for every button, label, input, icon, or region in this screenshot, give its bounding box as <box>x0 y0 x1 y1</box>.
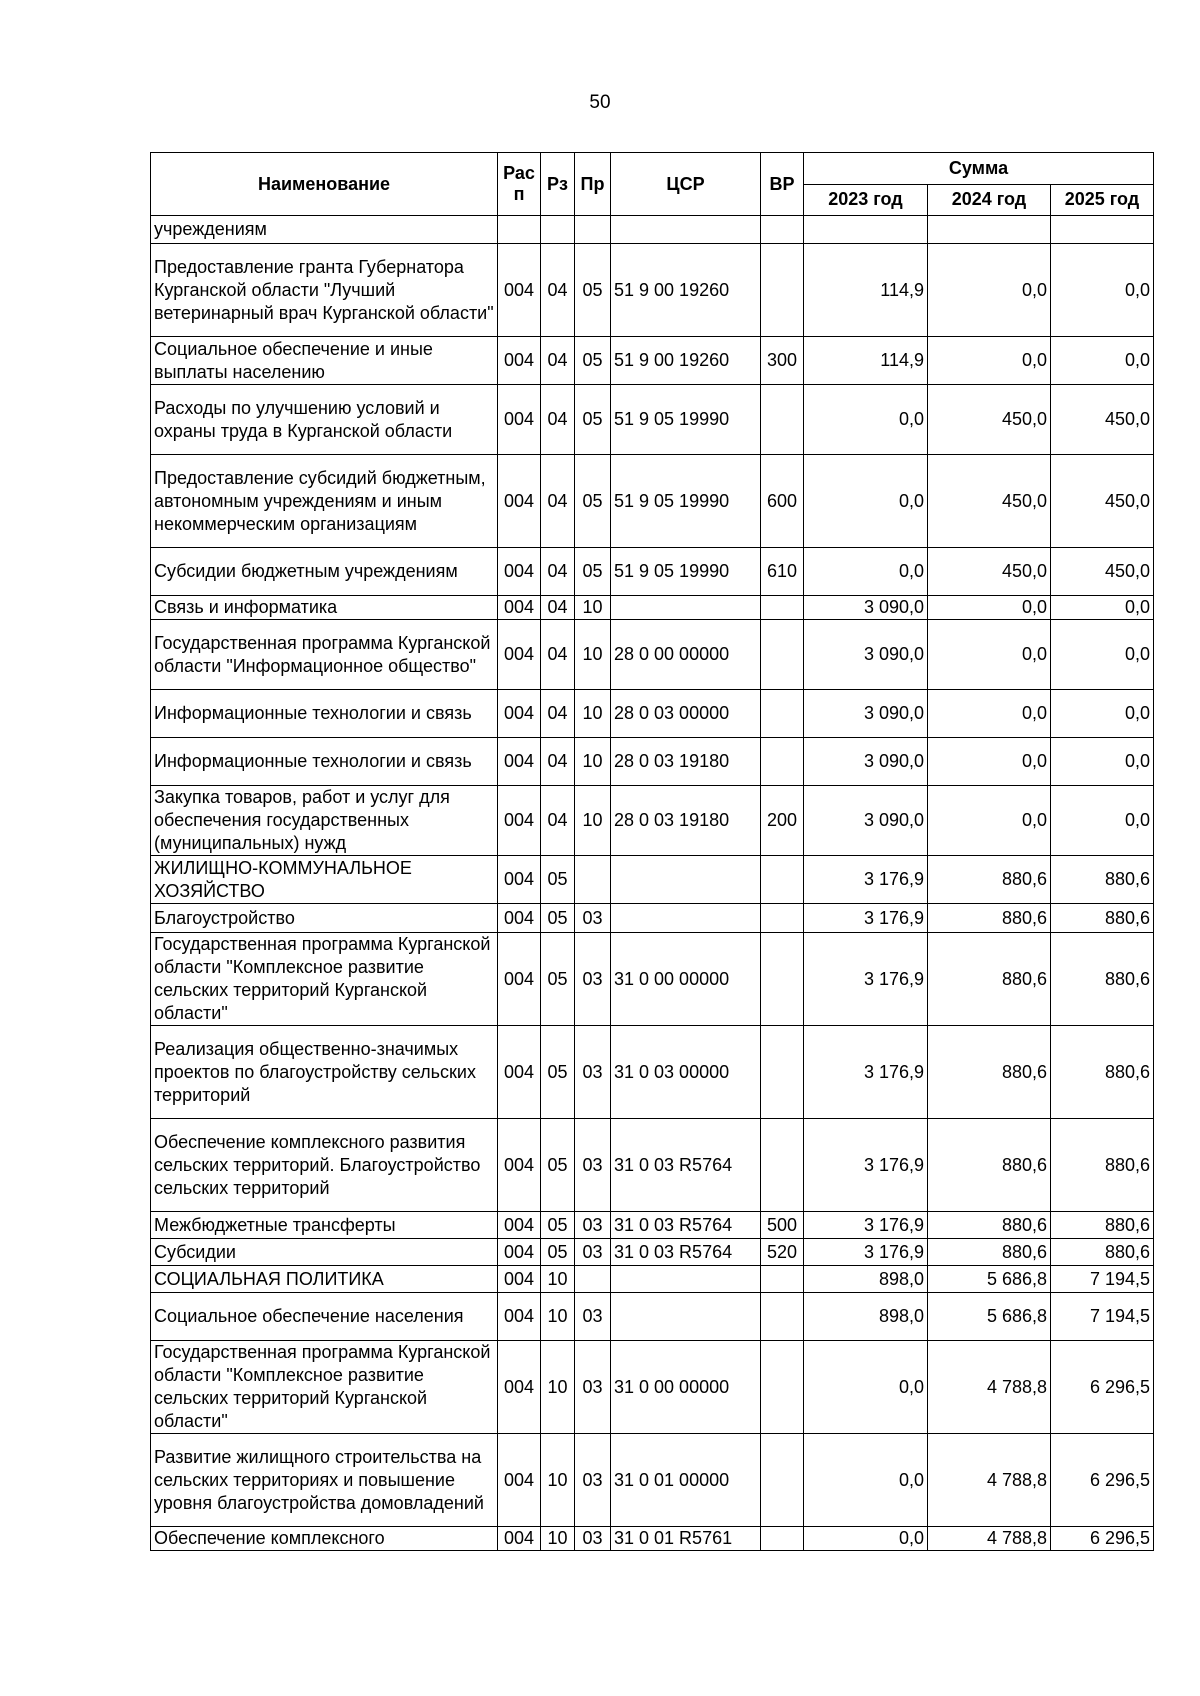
cell-rz: 04 <box>541 596 575 620</box>
cell-y2023: 3 090,0 <box>804 786 928 856</box>
cell-vr <box>761 1293 804 1341</box>
cell-vr: 500 <box>761 1212 804 1239</box>
cell-y2025: 6 296,5 <box>1051 1434 1154 1527</box>
cell-y2025: 0,0 <box>1051 337 1154 385</box>
cell-csr <box>611 1266 761 1293</box>
cell-y2024: 880,6 <box>928 933 1051 1026</box>
cell-rz: 04 <box>541 690 575 738</box>
table-body <box>151 216 1154 1551</box>
cell-csr: 51 9 05 19990 <box>611 455 761 548</box>
cell-rasp: 004 <box>498 690 541 738</box>
cell-rz: 04 <box>541 548 575 596</box>
cell-y2025: 450,0 <box>1051 385 1154 455</box>
cell-name: Расходы по улучшению условий и охраны труда в Курганской области <box>151 385 498 455</box>
cell-csr: 31 0 03 R5764 <box>611 1119 761 1212</box>
table-row <box>151 933 1154 1026</box>
cell-y2024: 0,0 <box>928 738 1051 786</box>
table-row <box>151 1434 1154 1527</box>
table-row <box>151 1293 1154 1341</box>
cell-name: Информационные технологии и связь <box>151 690 498 738</box>
cell-rz: 04 <box>541 455 575 548</box>
cell-rasp: 004 <box>498 1293 541 1341</box>
cell-name: Закупка товаров, работ и услуг для обеспечения государственных (муниципальных) нужд <box>151 786 498 856</box>
cell-y2025: 880,6 <box>1051 904 1154 933</box>
cell-name: СОЦИАЛЬНАЯ ПОЛИТИКА <box>151 1266 498 1293</box>
table-row <box>151 738 1154 786</box>
cell-pr: 10 <box>575 738 611 786</box>
cell-name: учреждениям <box>151 216 498 244</box>
cell-pr <box>575 1266 611 1293</box>
cell-y2024: 450,0 <box>928 455 1051 548</box>
cell-vr <box>761 620 804 690</box>
cell-csr: 31 0 03 R5764 <box>611 1239 761 1266</box>
cell-name: Государственная программа Курганской области "Информационное общество" <box>151 620 498 690</box>
cell-y2023: 898,0 <box>804 1293 928 1341</box>
cell-vr <box>761 216 804 244</box>
cell-y2025: 880,6 <box>1051 1212 1154 1239</box>
cell-rasp: 004 <box>498 337 541 385</box>
cell-name: Предоставление субсидий бюджетным, автономным учреждениям и иным некоммерческим организациям <box>151 455 498 548</box>
cell-csr <box>611 904 761 933</box>
cell-rasp: 004 <box>498 856 541 904</box>
cell-y2023: 0,0 <box>804 385 928 455</box>
cell-y2025: 880,6 <box>1051 1026 1154 1119</box>
cell-csr: 28 0 03 19180 <box>611 738 761 786</box>
cell-pr: 03 <box>575 1527 611 1551</box>
cell-csr: 31 0 03 00000 <box>611 1026 761 1119</box>
cell-rasp: 004 <box>498 1266 541 1293</box>
cell-y2023: 0,0 <box>804 548 928 596</box>
cell-name: Субсидии <box>151 1239 498 1266</box>
cell-rz: 04 <box>541 620 575 690</box>
cell-pr: 03 <box>575 1212 611 1239</box>
cell-csr: 31 0 03 R5764 <box>611 1212 761 1239</box>
cell-name: Благоустройство <box>151 904 498 933</box>
cell-rasp: 004 <box>498 620 541 690</box>
cell-csr: 31 0 01 R5761 <box>611 1527 761 1551</box>
cell-y2023: 3 176,9 <box>804 856 928 904</box>
table-row <box>151 786 1154 856</box>
cell-csr <box>611 1293 761 1341</box>
cell-y2024: 880,6 <box>928 1026 1051 1119</box>
cell-y2023: 114,9 <box>804 337 928 385</box>
cell-y2024: 4 788,8 <box>928 1527 1051 1551</box>
cell-csr: 28 0 00 00000 <box>611 620 761 690</box>
cell-vr: 520 <box>761 1239 804 1266</box>
cell-y2025: 6 296,5 <box>1051 1527 1154 1551</box>
header-vr: ВР <box>761 153 804 216</box>
header-year-2025: 2025 год <box>1051 184 1154 216</box>
cell-y2025: 880,6 <box>1051 1119 1154 1212</box>
cell-name: Межбюджетные трансферты <box>151 1212 498 1239</box>
header-csr: ЦСР <box>611 153 761 216</box>
cell-pr: 10 <box>575 786 611 856</box>
cell-name: Предоставление гранта Губернатора Курганской области "Лучший ветеринарный врач Курганской области" <box>151 244 498 337</box>
cell-name: Государственная программа Курганской области "Комплексное развитие сельских территорий Курганской области" <box>151 1341 498 1434</box>
table-row <box>151 337 1154 385</box>
cell-rz: 04 <box>541 786 575 856</box>
budget-table <box>150 152 1154 1551</box>
cell-y2024: 880,6 <box>928 1119 1051 1212</box>
cell-rasp: 004 <box>498 1527 541 1551</box>
table-row <box>151 1527 1154 1551</box>
cell-name: Реализация общественно-значимых проектов по благоустройству сельских территорий <box>151 1026 498 1119</box>
cell-csr <box>611 216 761 244</box>
cell-pr: 03 <box>575 1341 611 1434</box>
cell-y2025 <box>1051 216 1154 244</box>
table-row <box>151 620 1154 690</box>
cell-pr: 03 <box>575 1239 611 1266</box>
cell-y2025: 450,0 <box>1051 548 1154 596</box>
table-row <box>151 904 1154 933</box>
cell-vr <box>761 1266 804 1293</box>
cell-y2025: 0,0 <box>1051 596 1154 620</box>
cell-name: Социальное обеспечение и иные выплаты населению <box>151 337 498 385</box>
cell-y2024: 880,6 <box>928 904 1051 933</box>
cell-y2024: 880,6 <box>928 856 1051 904</box>
cell-rz: 10 <box>541 1434 575 1527</box>
table-row <box>151 1266 1154 1293</box>
cell-csr <box>611 856 761 904</box>
cell-y2023: 0,0 <box>804 1341 928 1434</box>
cell-pr: 03 <box>575 1434 611 1527</box>
cell-pr: 05 <box>575 337 611 385</box>
cell-rasp <box>498 216 541 244</box>
cell-y2025: 0,0 <box>1051 786 1154 856</box>
cell-vr <box>761 1527 804 1551</box>
cell-y2024: 0,0 <box>928 596 1051 620</box>
cell-csr: 31 0 01 00000 <box>611 1434 761 1527</box>
table-row <box>151 548 1154 596</box>
cell-vr <box>761 738 804 786</box>
cell-csr: 28 0 03 19180 <box>611 786 761 856</box>
header-pr: Пр <box>575 153 611 216</box>
cell-vr <box>761 1026 804 1119</box>
cell-csr: 51 9 00 19260 <box>611 244 761 337</box>
cell-rz: 10 <box>541 1293 575 1341</box>
cell-rz: 05 <box>541 904 575 933</box>
cell-y2024: 0,0 <box>928 620 1051 690</box>
cell-rasp: 004 <box>498 455 541 548</box>
cell-y2024: 4 788,8 <box>928 1341 1051 1434</box>
table-header <box>151 153 1154 216</box>
table-row <box>151 1341 1154 1434</box>
cell-y2025: 880,6 <box>1051 856 1154 904</box>
cell-y2025: 7 194,5 <box>1051 1293 1154 1341</box>
header-name: Наименование <box>151 153 498 216</box>
cell-y2023: 3 090,0 <box>804 690 928 738</box>
cell-csr: 51 9 05 19990 <box>611 385 761 455</box>
cell-rasp: 004 <box>498 548 541 596</box>
cell-rz <box>541 216 575 244</box>
header-year-2024: 2024 год <box>928 184 1051 216</box>
cell-y2023: 3 176,9 <box>804 1239 928 1266</box>
cell-rz: 04 <box>541 738 575 786</box>
cell-pr <box>575 216 611 244</box>
cell-rz: 04 <box>541 385 575 455</box>
table-row <box>151 1026 1154 1119</box>
cell-rasp: 004 <box>498 1026 541 1119</box>
cell-rz: 05 <box>541 1239 575 1266</box>
cell-y2024: 880,6 <box>928 1212 1051 1239</box>
cell-vr <box>761 690 804 738</box>
cell-y2025: 0,0 <box>1051 738 1154 786</box>
cell-pr: 05 <box>575 244 611 337</box>
cell-y2024: 0,0 <box>928 337 1051 385</box>
cell-pr: 03 <box>575 1026 611 1119</box>
cell-vr <box>761 1119 804 1212</box>
cell-y2023: 0,0 <box>804 1527 928 1551</box>
cell-csr: 31 0 00 00000 <box>611 1341 761 1434</box>
cell-rz: 10 <box>541 1266 575 1293</box>
cell-y2024: 0,0 <box>928 244 1051 337</box>
cell-rasp: 004 <box>498 1434 541 1527</box>
cell-vr <box>761 1434 804 1527</box>
cell-rasp: 004 <box>498 385 541 455</box>
cell-vr <box>761 1341 804 1434</box>
cell-rz: 05 <box>541 933 575 1026</box>
header-year-2023: 2023 год <box>804 184 928 216</box>
cell-vr <box>761 904 804 933</box>
cell-name: Связь и информатика <box>151 596 498 620</box>
header-rz: Рз <box>541 153 575 216</box>
table-row <box>151 856 1154 904</box>
cell-y2023: 3 176,9 <box>804 933 928 1026</box>
cell-pr: 05 <box>575 548 611 596</box>
cell-y2023: 3 176,9 <box>804 1212 928 1239</box>
cell-vr <box>761 856 804 904</box>
cell-y2024: 450,0 <box>928 548 1051 596</box>
cell-y2023: 3 090,0 <box>804 620 928 690</box>
cell-csr <box>611 596 761 620</box>
cell-y2024 <box>928 216 1051 244</box>
cell-y2025: 7 194,5 <box>1051 1266 1154 1293</box>
cell-rz: 04 <box>541 244 575 337</box>
table-row <box>151 244 1154 337</box>
cell-rz: 10 <box>541 1527 575 1551</box>
table-row <box>151 690 1154 738</box>
header-rasp: Рас п <box>498 153 541 216</box>
cell-vr: 600 <box>761 455 804 548</box>
cell-rz: 05 <box>541 1212 575 1239</box>
cell-y2025: 0,0 <box>1051 690 1154 738</box>
cell-y2023: 3 176,9 <box>804 1119 928 1212</box>
cell-pr: 05 <box>575 455 611 548</box>
page-number: 50 <box>589 92 611 113</box>
cell-rz: 05 <box>541 1026 575 1119</box>
cell-csr: 51 9 00 19260 <box>611 337 761 385</box>
cell-csr: 51 9 05 19990 <box>611 548 761 596</box>
cell-y2024: 450,0 <box>928 385 1051 455</box>
cell-y2024: 5 686,8 <box>928 1293 1051 1341</box>
table-row <box>151 1239 1154 1266</box>
cell-vr: 200 <box>761 786 804 856</box>
cell-rasp: 004 <box>498 786 541 856</box>
cell-vr: 300 <box>761 337 804 385</box>
cell-name: Социальное обеспечение населения <box>151 1293 498 1341</box>
cell-y2023: 114,9 <box>804 244 928 337</box>
table-row <box>151 385 1154 455</box>
cell-vr <box>761 385 804 455</box>
cell-y2025: 0,0 <box>1051 620 1154 690</box>
cell-rz: 05 <box>541 1119 575 1212</box>
table-row <box>151 1119 1154 1212</box>
cell-y2024: 0,0 <box>928 786 1051 856</box>
cell-name: Информационные технологии и связь <box>151 738 498 786</box>
cell-vr: 610 <box>761 548 804 596</box>
cell-y2023: 898,0 <box>804 1266 928 1293</box>
cell-csr: 31 0 00 00000 <box>611 933 761 1026</box>
cell-pr: 03 <box>575 933 611 1026</box>
cell-y2025: 450,0 <box>1051 455 1154 548</box>
table-row <box>151 596 1154 620</box>
cell-vr <box>761 933 804 1026</box>
cell-rz: 10 <box>541 1341 575 1434</box>
cell-y2025: 880,6 <box>1051 933 1154 1026</box>
cell-name: Государственная программа Курганской области "Комплексное развитие сельских территорий Курганской области" <box>151 933 498 1026</box>
cell-csr: 28 0 03 00000 <box>611 690 761 738</box>
cell-name: Обеспечение комплексного развития сельских территорий. Благоустройство сельских территорий <box>151 1119 498 1212</box>
cell-name: ЖИЛИЩНО-КОММУНАЛЬНОЕ ХОЗЯЙСТВО <box>151 856 498 904</box>
cell-pr: 03 <box>575 1119 611 1212</box>
cell-pr: 10 <box>575 596 611 620</box>
cell-pr: 03 <box>575 904 611 933</box>
cell-y2023: 3 090,0 <box>804 596 928 620</box>
cell-pr: 10 <box>575 620 611 690</box>
cell-name: Развитие жилищного строительства на сельских территориях и повышение уровня благоустройства домовладений <box>151 1434 498 1527</box>
table-row <box>151 455 1154 548</box>
cell-y2023: 3 090,0 <box>804 738 928 786</box>
cell-rz: 04 <box>541 337 575 385</box>
header-sum: Сумма <box>804 153 1154 185</box>
cell-y2024: 4 788,8 <box>928 1434 1051 1527</box>
table-row <box>151 1212 1154 1239</box>
cell-y2025: 6 296,5 <box>1051 1341 1154 1434</box>
cell-name: Обеспечение комплексного <box>151 1527 498 1551</box>
cell-rasp: 004 <box>498 596 541 620</box>
cell-vr <box>761 596 804 620</box>
cell-pr: 10 <box>575 690 611 738</box>
cell-rasp: 004 <box>498 1119 541 1212</box>
cell-y2023: 0,0 <box>804 455 928 548</box>
cell-rasp: 004 <box>498 933 541 1026</box>
cell-y2024: 880,6 <box>928 1239 1051 1266</box>
cell-vr <box>761 244 804 337</box>
table-row <box>151 216 1154 244</box>
cell-pr: 03 <box>575 1293 611 1341</box>
cell-name: Субсидии бюджетным учреждениям <box>151 548 498 596</box>
cell-rasp: 004 <box>498 1212 541 1239</box>
cell-y2023: 3 176,9 <box>804 904 928 933</box>
cell-rasp: 004 <box>498 1341 541 1434</box>
cell-y2023: 3 176,9 <box>804 1026 928 1119</box>
cell-y2023: 0,0 <box>804 1434 928 1527</box>
cell-y2023 <box>804 216 928 244</box>
cell-pr <box>575 856 611 904</box>
cell-y2024: 0,0 <box>928 690 1051 738</box>
cell-rasp: 004 <box>498 244 541 337</box>
cell-y2024: 5 686,8 <box>928 1266 1051 1293</box>
cell-pr: 05 <box>575 385 611 455</box>
cell-rasp: 004 <box>498 1239 541 1266</box>
cell-y2025: 0,0 <box>1051 244 1154 337</box>
cell-rasp: 004 <box>498 738 541 786</box>
cell-rasp: 004 <box>498 904 541 933</box>
cell-y2025: 880,6 <box>1051 1239 1154 1266</box>
cell-rz: 05 <box>541 856 575 904</box>
